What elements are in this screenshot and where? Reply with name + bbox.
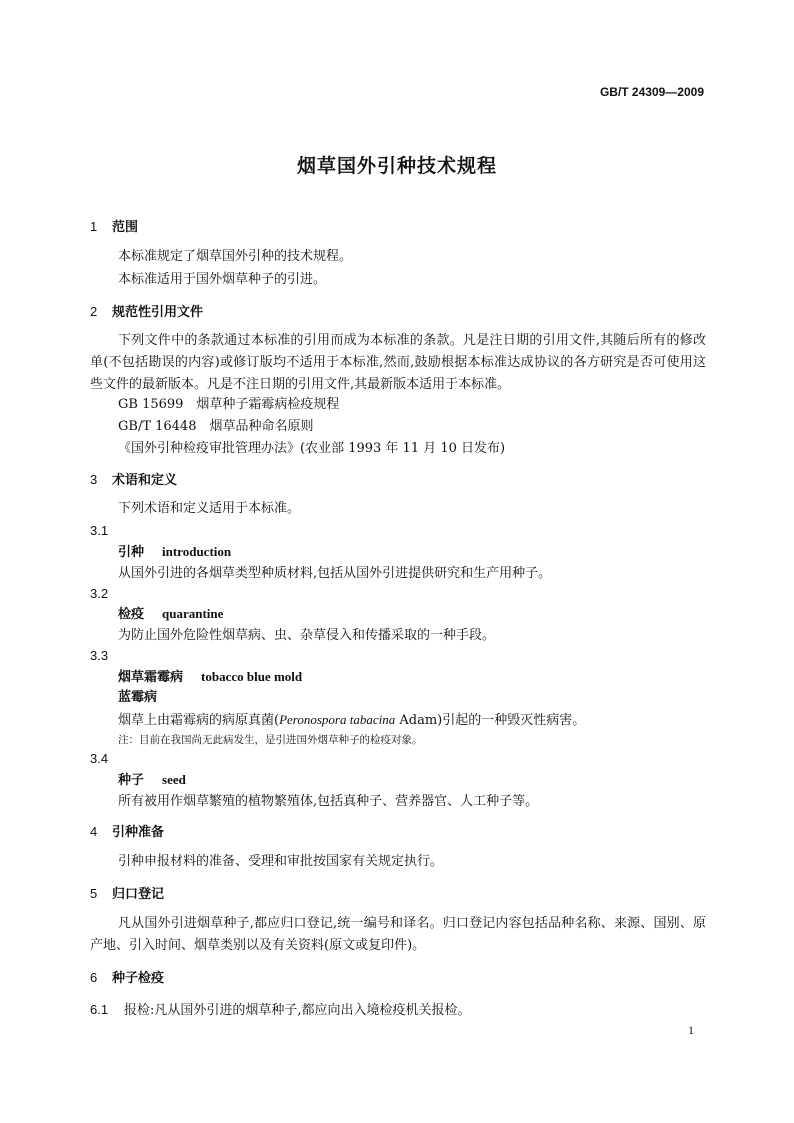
note: 注：目前在我国尚无此病发生，是引进国外烟草种子的检疫对象。 — [118, 734, 423, 746]
term-number: 3.2 — [90, 586, 109, 601]
term-en: quarantine — [162, 606, 224, 621]
section-number: 2 — [90, 304, 98, 319]
section-title: 规范性引用文件 — [112, 305, 204, 320]
term-en: tobacco blue mold — [201, 669, 303, 684]
section-number: 1 — [90, 219, 98, 234]
term-zh: 引种 — [118, 545, 145, 560]
term-en: introduction — [162, 544, 232, 559]
paragraph: 下列文件中的条款通过本标准的引用而成为本标准的条款。凡是注日期的引用文件,其随后所有的修改单(不包括勘误的内容)或修订版均不适用于本标准,然而,鼓励根据本标准达成协议的各方研究是否可使用这些文件的最新版本。凡是不注日期的引用文件,其最新版本适用于本标准。 — [90, 333, 706, 392]
term-zh: 检疫 — [118, 607, 145, 622]
term-definition: 所有被用作烟草繁殖的植物繁殖体,包括真种子、营养器官、人工种子等。 — [118, 794, 539, 809]
paragraph: 本标准适用于国外烟草种子的引进。 — [118, 272, 327, 287]
paragraph: 凡从国外引进烟草种子,都应归口登记,统一编号和译名。归口登记内容包括品种名称、来源、国别、原产地、引入时间、烟草类别以及有关资料(原文或复印件)。 — [90, 916, 706, 953]
term-heading — [118, 607, 223, 621]
term-heading — [118, 670, 302, 684]
term-en: seed — [162, 772, 186, 787]
species-name: Peronospora tabacina — [279, 712, 396, 727]
section-1-heading — [90, 220, 138, 234]
term-definition: 从国外引进的各烟草类型种质材料,包括从国外引进提供研究和生产用种子。 — [118, 566, 552, 581]
term-heading — [118, 545, 231, 559]
page-number: 1 — [688, 1023, 694, 1037]
document-title: 烟草国外引种技术规程 — [296, 155, 497, 177]
section-title: 范围 — [112, 220, 139, 235]
section-5-heading — [90, 887, 164, 901]
term-definition — [118, 713, 585, 727]
reference-item: GB/T 16448 烟草品种命名原则 — [118, 419, 314, 434]
term-number: 3.4 — [90, 751, 109, 766]
definition-text: Adam)引起的一种毁灭性病害。 — [395, 713, 586, 728]
paragraph: 本标准规定了烟草国外引种的技术规程。 — [118, 249, 353, 264]
section-title: 归口登记 — [112, 887, 165, 902]
paragraph: 引种申报材料的准备、受理和审批按国家有关规定执行。 — [118, 854, 444, 869]
section-6-heading — [90, 971, 164, 985]
definition-text: 烟草上由霜霉病的病原真菌( — [118, 713, 280, 728]
section-number: 3 — [90, 472, 98, 487]
subclause-number: 6.1 — [90, 1002, 109, 1017]
paragraph: 下列术语和定义适用于本标准。 — [118, 501, 301, 516]
term-heading — [118, 773, 186, 787]
term-definition: 为防止国外危险性烟草病、虫、杂草侵入和传播采取的一种手段。 — [118, 628, 496, 643]
section-title: 种子检疫 — [112, 971, 165, 986]
term-zh: 种子 — [118, 773, 145, 788]
section-title: 术语和定义 — [112, 473, 178, 488]
term-zh: 烟草霜霉病 — [118, 670, 184, 685]
section-3-heading — [90, 473, 177, 487]
subclause-text: 报检:凡从国外引进的烟草种子,都应向出入境检疫机关报检。 — [124, 1003, 471, 1018]
section-number: 4 — [90, 824, 98, 839]
term-alt-name: 蓝霉病 — [118, 690, 158, 705]
term-number: 3.3 — [90, 648, 109, 663]
section-4-heading — [90, 825, 164, 839]
term-number: 3.1 — [90, 523, 109, 538]
section-number: 6 — [90, 970, 98, 985]
standard-number: GB/T 24309—2009 — [599, 85, 704, 99]
section-title: 引种准备 — [112, 825, 165, 840]
section-2-heading — [90, 305, 203, 319]
subclause — [90, 1003, 471, 1017]
reference-item: 《国外引种检疫审批管理办法》(农业部 1993 年 11 月 10 日发布) — [118, 441, 506, 456]
reference-item: GB 15699 烟草种子霜霉病检疫规程 — [118, 397, 340, 412]
section-number: 5 — [90, 886, 98, 901]
